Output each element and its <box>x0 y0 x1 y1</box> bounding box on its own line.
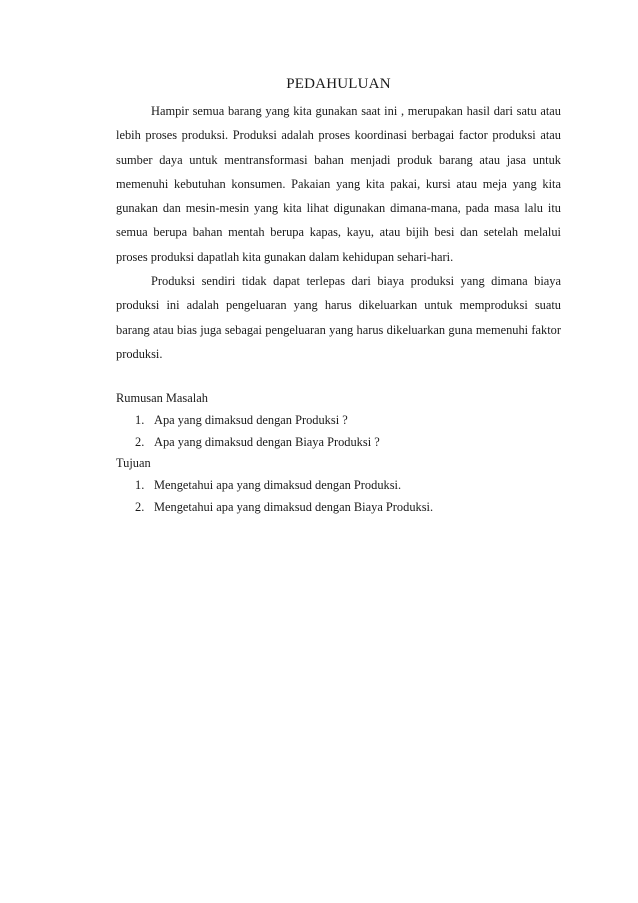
list-item <box>116 497 561 519</box>
tujuan-list <box>116 475 561 518</box>
list-item-text: Apa yang dimaksud dengan Biaya Produksi ? <box>154 434 380 449</box>
list-item <box>116 432 561 454</box>
document-content <box>116 76 561 518</box>
rumusan-masalah-list <box>116 410 561 453</box>
list-item-text: Mengetahui apa yang dimaksud dengan Biaya Produksi. <box>154 499 434 514</box>
list-number: 2. <box>135 434 145 449</box>
rumusan-masalah-heading: Rumusan Masalah <box>116 391 208 406</box>
tujuan-heading: Tujuan <box>116 456 151 471</box>
list-item <box>116 475 561 497</box>
list-number: 1. <box>135 478 145 493</box>
list-item-text: Mengetahui apa yang dimaksud dengan Produksi. <box>154 478 402 493</box>
section-spacer <box>116 366 561 388</box>
page-title: PEDAHULUAN <box>286 76 391 92</box>
paragraph-intro: Hampir semua barang yang kita gunakan saat ini , merupakan hasil dari satu atau lebih proses produksi. Produksi adalah proses koordinasi berbagai factor produksi atau sumber daya untuk mentransformasi bahan menjadi produk barang atau jasa untuk memenuhi kebutuhan konsumen. Pakaian yang kita pakai, kursi atau meja yang kita gunakan dan mesin-mesin yang kita lihat digunakan dimana-mana, pada masa lalu itu semua berupa bahan mentah berupa kapas, kayu, atau bijih besi dan setelah melalui proses produksi dapatlah kita gunakan dalam kehidupan sehari-hari. <box>116 104 561 264</box>
paragraph-biaya-produksi: Produksi sendiri tidak dapat terlepas dari biaya produksi yang dimana biaya produksi ini adalah pengeluaran yang harus dikeluarkan untuk memproduksi suatu barang atau bias juga sebagai pengeluaran yang harus dikeluarkan guna memenuhi faktor produksi. <box>116 274 561 361</box>
list-item <box>116 410 561 432</box>
list-number: 1. <box>135 412 145 427</box>
list-item-text: Apa yang dimaksud dengan Produksi ? <box>154 412 348 427</box>
list-number: 2. <box>135 499 145 514</box>
